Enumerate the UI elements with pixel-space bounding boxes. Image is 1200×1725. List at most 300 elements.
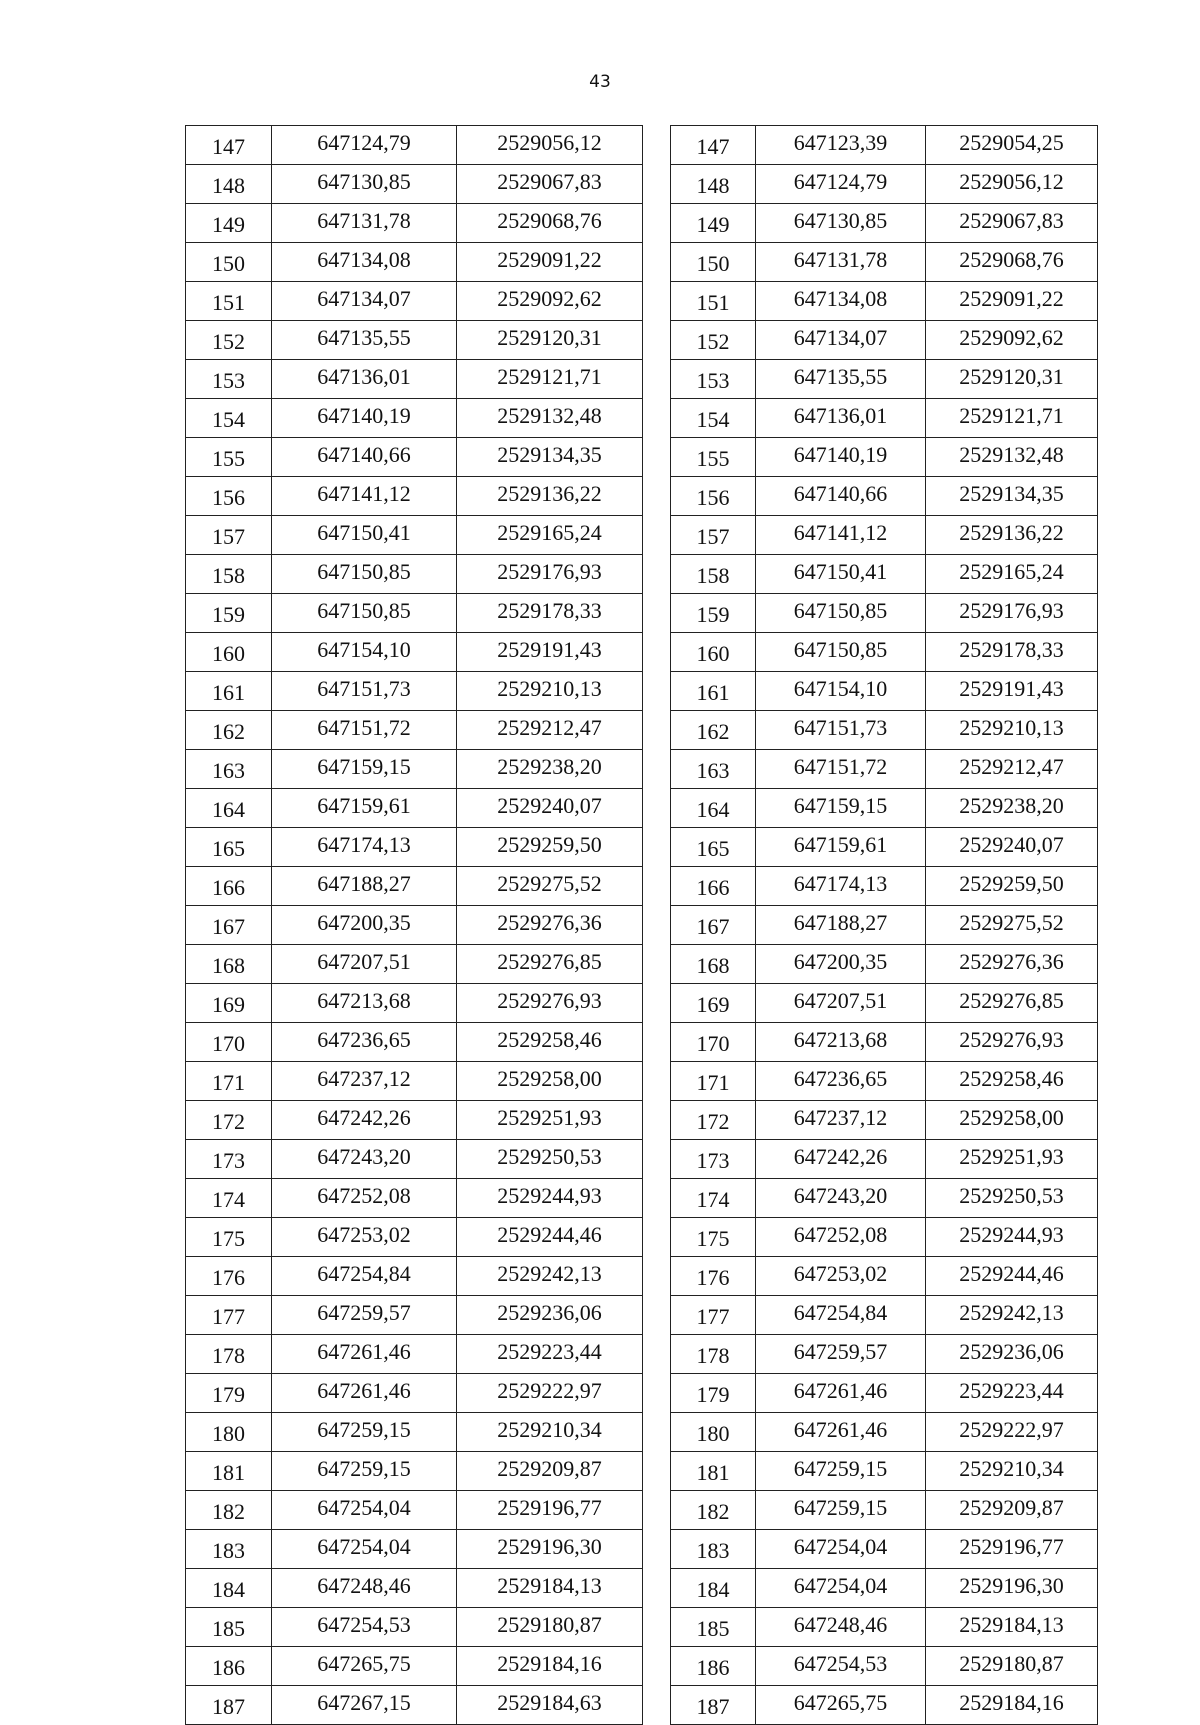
y-coordinate-cell: 2529251,93	[457, 1101, 643, 1140]
table-row	[186, 1608, 643, 1647]
point-number-cell: 151	[671, 282, 756, 321]
table-row	[186, 945, 643, 984]
y-coordinate-cell: 2529244,93	[926, 1218, 1098, 1257]
y-coordinate-cell: 2529258,46	[457, 1023, 643, 1062]
point-number-cell: 180	[671, 1413, 756, 1452]
y-coordinate-cell: 2529275,52	[926, 906, 1098, 945]
x-coordinate-cell: 647243,20	[272, 1140, 457, 1179]
x-coordinate-cell: 647261,46	[272, 1335, 457, 1374]
table-row	[186, 594, 643, 633]
x-coordinate-cell: 647124,79	[272, 126, 457, 165]
point-number-cell: 164	[671, 789, 756, 828]
x-coordinate-cell: 647151,72	[756, 750, 926, 789]
point-number-cell: 177	[186, 1296, 272, 1335]
x-coordinate-cell: 647261,46	[272, 1374, 457, 1413]
table-row	[186, 828, 643, 867]
y-coordinate-cell: 2529210,34	[457, 1413, 643, 1452]
y-coordinate-cell: 2529120,31	[457, 321, 643, 360]
point-number-cell: 161	[671, 672, 756, 711]
y-coordinate-cell: 2529244,46	[926, 1257, 1098, 1296]
point-number-cell: 182	[671, 1491, 756, 1530]
table-row	[671, 1101, 1098, 1140]
y-coordinate-cell: 2529242,13	[926, 1296, 1098, 1335]
page-number: 43	[589, 72, 611, 92]
y-coordinate-cell: 2529240,07	[457, 789, 643, 828]
y-coordinate-cell: 2529276,93	[926, 1023, 1098, 1062]
point-number-cell: 157	[186, 516, 272, 555]
table-row	[671, 1257, 1098, 1296]
x-coordinate-cell: 647242,26	[272, 1101, 457, 1140]
point-number-cell: 184	[671, 1569, 756, 1608]
y-coordinate-cell: 2529184,13	[926, 1608, 1098, 1647]
table-row	[671, 1530, 1098, 1569]
y-coordinate-cell: 2529056,12	[457, 126, 643, 165]
point-number-cell: 171	[671, 1062, 756, 1101]
y-coordinate-cell: 2529222,97	[457, 1374, 643, 1413]
x-coordinate-cell: 647236,65	[272, 1023, 457, 1062]
table-row	[671, 1686, 1098, 1725]
point-number-cell: 155	[186, 438, 272, 477]
y-coordinate-cell: 2529165,24	[457, 516, 643, 555]
x-coordinate-cell: 647135,55	[272, 321, 457, 360]
table-row	[186, 1179, 643, 1218]
table-row	[186, 1569, 643, 1608]
y-coordinate-cell: 2529258,00	[926, 1101, 1098, 1140]
point-number-cell: 152	[671, 321, 756, 360]
table-row	[186, 1452, 643, 1491]
x-coordinate-cell: 647253,02	[756, 1257, 926, 1296]
y-coordinate-cell: 2529178,33	[926, 633, 1098, 672]
table-row	[671, 1335, 1098, 1374]
table-row	[671, 399, 1098, 438]
point-number-cell: 172	[186, 1101, 272, 1140]
table-row	[186, 1023, 643, 1062]
table-row	[186, 204, 643, 243]
table-row	[186, 1062, 643, 1101]
point-number-cell: 185	[671, 1608, 756, 1647]
x-coordinate-cell: 647248,46	[756, 1608, 926, 1647]
table-row	[671, 282, 1098, 321]
y-coordinate-cell: 2529180,87	[457, 1608, 643, 1647]
table-row	[186, 477, 643, 516]
point-number-cell: 150	[186, 243, 272, 282]
y-coordinate-cell: 2529184,13	[457, 1569, 643, 1608]
x-coordinate-cell: 647207,51	[272, 945, 457, 984]
x-coordinate-cell: 647254,04	[756, 1530, 926, 1569]
table-row	[671, 867, 1098, 906]
point-number-cell: 151	[186, 282, 272, 321]
x-coordinate-cell: 647259,15	[272, 1413, 457, 1452]
x-coordinate-cell: 647237,12	[756, 1101, 926, 1140]
point-number-cell: 178	[671, 1335, 756, 1374]
table-row	[186, 1686, 643, 1725]
x-coordinate-cell: 647123,39	[756, 126, 926, 165]
point-number-cell: 162	[186, 711, 272, 750]
x-coordinate-cell: 647159,15	[756, 789, 926, 828]
point-number-cell: 179	[671, 1374, 756, 1413]
table-row	[671, 1179, 1098, 1218]
y-coordinate-cell: 2529250,53	[457, 1140, 643, 1179]
point-number-cell: 174	[186, 1179, 272, 1218]
y-coordinate-cell: 2529210,13	[457, 672, 643, 711]
point-number-cell: 169	[186, 984, 272, 1023]
point-number-cell: 186	[186, 1647, 272, 1686]
point-number-cell: 175	[671, 1218, 756, 1257]
point-number-cell: 178	[186, 1335, 272, 1374]
point-number-cell: 167	[186, 906, 272, 945]
x-coordinate-cell: 647140,66	[272, 438, 457, 477]
table-row	[186, 282, 643, 321]
x-coordinate-cell: 647252,08	[756, 1218, 926, 1257]
table-row	[671, 1140, 1098, 1179]
y-coordinate-cell: 2529196,77	[926, 1530, 1098, 1569]
table-row	[186, 321, 643, 360]
point-number-cell: 163	[671, 750, 756, 789]
point-number-cell: 183	[186, 1530, 272, 1569]
point-number-cell: 179	[186, 1374, 272, 1413]
coordinates-table-right	[670, 125, 1098, 1725]
point-number-cell: 173	[671, 1140, 756, 1179]
point-number-cell: 181	[186, 1452, 272, 1491]
table-row	[186, 1101, 643, 1140]
y-coordinate-cell: 2529120,31	[926, 360, 1098, 399]
point-number-cell: 148	[186, 165, 272, 204]
table-row	[671, 945, 1098, 984]
x-coordinate-cell: 647259,57	[272, 1296, 457, 1335]
table-row	[186, 1296, 643, 1335]
y-coordinate-cell: 2529178,33	[457, 594, 643, 633]
table-row	[186, 1140, 643, 1179]
x-coordinate-cell: 647253,02	[272, 1218, 457, 1257]
table-row	[671, 1296, 1098, 1335]
x-coordinate-cell: 647254,84	[272, 1257, 457, 1296]
point-number-cell: 173	[186, 1140, 272, 1179]
x-coordinate-cell: 647254,84	[756, 1296, 926, 1335]
point-number-cell: 165	[671, 828, 756, 867]
table-row	[671, 789, 1098, 828]
point-number-cell: 160	[671, 633, 756, 672]
x-coordinate-cell: 647134,08	[756, 282, 926, 321]
point-number-cell: 166	[186, 867, 272, 906]
y-coordinate-cell: 2529134,35	[457, 438, 643, 477]
y-coordinate-cell: 2529238,20	[926, 789, 1098, 828]
table-row	[671, 711, 1098, 750]
x-coordinate-cell: 647124,79	[756, 165, 926, 204]
x-coordinate-cell: 647134,07	[272, 282, 457, 321]
table-row	[186, 399, 643, 438]
y-coordinate-cell: 2529134,35	[926, 477, 1098, 516]
point-number-cell: 167	[671, 906, 756, 945]
x-coordinate-cell: 647150,41	[272, 516, 457, 555]
table-row	[671, 126, 1098, 165]
y-coordinate-cell: 2529244,46	[457, 1218, 643, 1257]
x-coordinate-cell: 647150,41	[756, 555, 926, 594]
x-coordinate-cell: 647259,15	[756, 1491, 926, 1530]
point-number-cell: 187	[186, 1686, 272, 1725]
table-row	[671, 477, 1098, 516]
table-row	[186, 789, 643, 828]
point-number-cell: 160	[186, 633, 272, 672]
table-row	[186, 165, 643, 204]
x-coordinate-cell: 647131,78	[756, 243, 926, 282]
table-row	[186, 360, 643, 399]
point-number-cell: 157	[671, 516, 756, 555]
point-number-cell: 169	[671, 984, 756, 1023]
x-coordinate-cell: 647140,19	[272, 399, 457, 438]
x-coordinate-cell: 647150,85	[756, 633, 926, 672]
x-coordinate-cell: 647130,85	[272, 165, 457, 204]
table-row	[671, 321, 1098, 360]
y-coordinate-cell: 2529240,07	[926, 828, 1098, 867]
y-coordinate-cell: 2529067,83	[926, 204, 1098, 243]
x-coordinate-cell: 647141,12	[756, 516, 926, 555]
point-number-cell: 175	[186, 1218, 272, 1257]
table-row	[671, 204, 1098, 243]
table-row	[671, 984, 1098, 1023]
point-number-cell: 170	[671, 1023, 756, 1062]
x-coordinate-cell: 647130,85	[756, 204, 926, 243]
x-coordinate-cell: 647200,35	[272, 906, 457, 945]
point-number-cell: 147	[671, 126, 756, 165]
point-number-cell: 186	[671, 1647, 756, 1686]
x-coordinate-cell: 647265,75	[756, 1686, 926, 1725]
point-number-cell: 150	[671, 243, 756, 282]
point-number-cell: 181	[671, 1452, 756, 1491]
x-coordinate-cell: 647213,68	[272, 984, 457, 1023]
x-coordinate-cell: 647134,08	[272, 243, 457, 282]
table-row	[186, 1335, 643, 1374]
x-coordinate-cell: 647159,61	[272, 789, 457, 828]
x-coordinate-cell: 647188,27	[756, 906, 926, 945]
y-coordinate-cell: 2529210,13	[926, 711, 1098, 750]
x-coordinate-cell: 647131,78	[272, 204, 457, 243]
point-number-cell: 159	[186, 594, 272, 633]
point-number-cell: 177	[671, 1296, 756, 1335]
y-coordinate-cell: 2529091,22	[926, 282, 1098, 321]
x-coordinate-cell: 647136,01	[272, 360, 457, 399]
y-coordinate-cell: 2529236,06	[457, 1296, 643, 1335]
x-coordinate-cell: 647135,55	[756, 360, 926, 399]
x-coordinate-cell: 647213,68	[756, 1023, 926, 1062]
x-coordinate-cell: 647261,46	[756, 1374, 926, 1413]
table-row	[186, 1647, 643, 1686]
point-number-cell: 170	[186, 1023, 272, 1062]
x-coordinate-cell: 647140,19	[756, 438, 926, 477]
y-coordinate-cell: 2529121,71	[926, 399, 1098, 438]
x-coordinate-cell: 647159,15	[272, 750, 457, 789]
point-number-cell: 176	[186, 1257, 272, 1296]
point-number-cell: 185	[186, 1608, 272, 1647]
x-coordinate-cell: 647261,46	[756, 1413, 926, 1452]
x-coordinate-cell: 647267,15	[272, 1686, 457, 1725]
point-number-cell: 154	[186, 399, 272, 438]
table-row	[671, 1023, 1098, 1062]
y-coordinate-cell: 2529236,06	[926, 1335, 1098, 1374]
point-number-cell: 153	[186, 360, 272, 399]
y-coordinate-cell: 2529212,47	[457, 711, 643, 750]
table-row	[186, 1413, 643, 1452]
table-row	[186, 1374, 643, 1413]
point-number-cell: 149	[671, 204, 756, 243]
y-coordinate-cell: 2529238,20	[457, 750, 643, 789]
x-coordinate-cell: 647150,85	[272, 594, 457, 633]
table-row	[671, 360, 1098, 399]
point-number-cell: 187	[671, 1686, 756, 1725]
x-coordinate-cell: 647254,04	[756, 1569, 926, 1608]
table-row	[186, 1491, 643, 1530]
table-row	[671, 243, 1098, 282]
point-number-cell: 174	[671, 1179, 756, 1218]
y-coordinate-cell: 2529132,48	[926, 438, 1098, 477]
x-coordinate-cell: 647151,73	[756, 711, 926, 750]
y-coordinate-cell: 2529121,71	[457, 360, 643, 399]
table-row	[671, 1569, 1098, 1608]
table-row	[186, 633, 643, 672]
table-row	[671, 438, 1098, 477]
y-coordinate-cell: 2529275,52	[457, 867, 643, 906]
point-number-cell: 156	[671, 477, 756, 516]
table-row	[671, 1491, 1098, 1530]
table-row	[186, 711, 643, 750]
x-coordinate-cell: 647154,10	[272, 633, 457, 672]
y-coordinate-cell: 2529276,85	[926, 984, 1098, 1023]
point-number-cell: 168	[186, 945, 272, 984]
y-coordinate-cell: 2529196,77	[457, 1491, 643, 1530]
y-coordinate-cell: 2529092,62	[926, 321, 1098, 360]
y-coordinate-cell: 2529184,16	[926, 1686, 1098, 1725]
table-row	[186, 750, 643, 789]
point-number-cell: 158	[186, 555, 272, 594]
y-coordinate-cell: 2529276,36	[926, 945, 1098, 984]
table-row	[186, 555, 643, 594]
y-coordinate-cell: 2529223,44	[457, 1335, 643, 1374]
y-coordinate-cell: 2529222,97	[926, 1413, 1098, 1452]
x-coordinate-cell: 647134,07	[756, 321, 926, 360]
y-coordinate-cell: 2529092,62	[457, 282, 643, 321]
table-row	[671, 1374, 1098, 1413]
y-coordinate-cell: 2529180,87	[926, 1647, 1098, 1686]
table-row	[671, 828, 1098, 867]
point-number-cell: 148	[671, 165, 756, 204]
point-number-cell: 154	[671, 399, 756, 438]
y-coordinate-cell: 2529184,16	[457, 1647, 643, 1686]
x-coordinate-cell: 647236,65	[756, 1062, 926, 1101]
point-number-cell: 152	[186, 321, 272, 360]
point-number-cell: 153	[671, 360, 756, 399]
x-coordinate-cell: 647254,53	[756, 1647, 926, 1686]
x-coordinate-cell: 647242,26	[756, 1140, 926, 1179]
x-coordinate-cell: 647136,01	[756, 399, 926, 438]
table-row	[671, 516, 1098, 555]
y-coordinate-cell: 2529191,43	[457, 633, 643, 672]
point-number-cell: 180	[186, 1413, 272, 1452]
x-coordinate-cell: 647252,08	[272, 1179, 457, 1218]
point-number-cell: 171	[186, 1062, 272, 1101]
y-coordinate-cell: 2529054,25	[926, 126, 1098, 165]
y-coordinate-cell: 2529259,50	[457, 828, 643, 867]
table-row	[186, 516, 643, 555]
y-coordinate-cell: 2529136,22	[926, 516, 1098, 555]
y-coordinate-cell: 2529258,46	[926, 1062, 1098, 1101]
point-number-cell: 164	[186, 789, 272, 828]
table-row	[186, 867, 643, 906]
table-row	[671, 1608, 1098, 1647]
table-row	[671, 1413, 1098, 1452]
point-number-cell: 176	[671, 1257, 756, 1296]
point-number-cell: 156	[186, 477, 272, 516]
x-coordinate-cell: 647150,85	[756, 594, 926, 633]
table-row	[671, 750, 1098, 789]
table-row	[671, 1452, 1098, 1491]
x-coordinate-cell: 647248,46	[272, 1569, 457, 1608]
table-row	[671, 594, 1098, 633]
x-coordinate-cell: 647141,12	[272, 477, 457, 516]
table-row	[186, 906, 643, 945]
y-coordinate-cell: 2529276,36	[457, 906, 643, 945]
y-coordinate-cell: 2529244,93	[457, 1179, 643, 1218]
y-coordinate-cell: 2529068,76	[457, 204, 643, 243]
y-coordinate-cell: 2529165,24	[926, 555, 1098, 594]
y-coordinate-cell: 2529196,30	[926, 1569, 1098, 1608]
table-row	[671, 555, 1098, 594]
x-coordinate-cell: 647259,15	[756, 1452, 926, 1491]
x-coordinate-cell: 647150,85	[272, 555, 457, 594]
coordinates-table-left	[185, 125, 643, 1725]
point-number-cell: 158	[671, 555, 756, 594]
y-coordinate-cell: 2529250,53	[926, 1179, 1098, 1218]
y-coordinate-cell: 2529276,85	[457, 945, 643, 984]
x-coordinate-cell: 647254,53	[272, 1608, 457, 1647]
y-coordinate-cell: 2529251,93	[926, 1140, 1098, 1179]
x-coordinate-cell: 647140,66	[756, 477, 926, 516]
x-coordinate-cell: 647174,13	[756, 867, 926, 906]
y-coordinate-cell: 2529068,76	[926, 243, 1098, 282]
x-coordinate-cell: 647188,27	[272, 867, 457, 906]
x-coordinate-cell: 647200,35	[756, 945, 926, 984]
x-coordinate-cell: 647174,13	[272, 828, 457, 867]
y-coordinate-cell: 2529056,12	[926, 165, 1098, 204]
x-coordinate-cell: 647265,75	[272, 1647, 457, 1686]
x-coordinate-cell: 647243,20	[756, 1179, 926, 1218]
y-coordinate-cell: 2529132,48	[457, 399, 643, 438]
x-coordinate-cell: 647151,73	[272, 672, 457, 711]
y-coordinate-cell: 2529191,43	[926, 672, 1098, 711]
point-number-cell: 182	[186, 1491, 272, 1530]
x-coordinate-cell: 647259,57	[756, 1335, 926, 1374]
table-row	[671, 906, 1098, 945]
y-coordinate-cell: 2529209,87	[457, 1452, 643, 1491]
point-number-cell: 172	[671, 1101, 756, 1140]
point-number-cell: 162	[671, 711, 756, 750]
point-number-cell: 159	[671, 594, 756, 633]
point-number-cell: 149	[186, 204, 272, 243]
y-coordinate-cell: 2529212,47	[926, 750, 1098, 789]
point-number-cell: 155	[671, 438, 756, 477]
point-number-cell: 161	[186, 672, 272, 711]
y-coordinate-cell: 2529223,44	[926, 1374, 1098, 1413]
table-row	[186, 438, 643, 477]
table-row	[186, 1530, 643, 1569]
point-number-cell: 168	[671, 945, 756, 984]
table-row	[671, 1218, 1098, 1257]
point-number-cell: 166	[671, 867, 756, 906]
x-coordinate-cell: 647207,51	[756, 984, 926, 1023]
point-number-cell: 147	[186, 126, 272, 165]
table-row	[671, 633, 1098, 672]
x-coordinate-cell: 647237,12	[272, 1062, 457, 1101]
y-coordinate-cell: 2529176,93	[457, 555, 643, 594]
x-coordinate-cell: 647159,61	[756, 828, 926, 867]
